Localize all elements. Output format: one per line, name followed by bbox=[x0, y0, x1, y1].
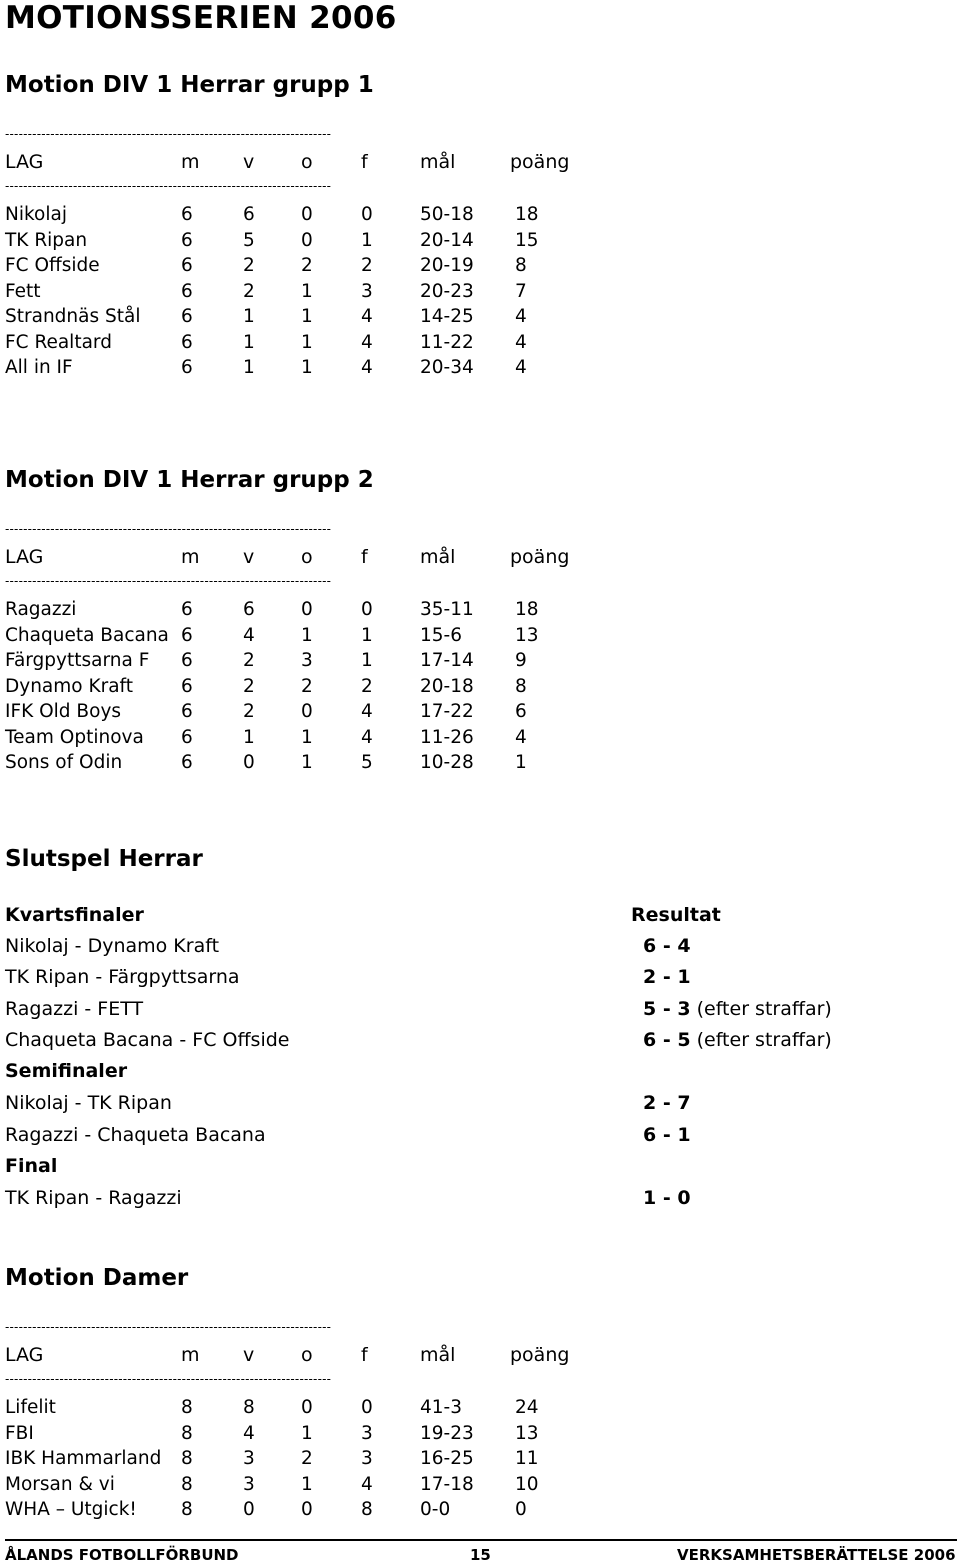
cell-team: Lifelit bbox=[5, 1397, 56, 1418]
cell-v: 6 bbox=[243, 204, 255, 225]
cell-f: 4 bbox=[361, 701, 373, 722]
table-row bbox=[0, 330, 600, 356]
cell-mal: 14-25 bbox=[420, 306, 474, 327]
cell-v: 1 bbox=[243, 726, 255, 748]
semi-match-1: Nikolaj - TK Ripan bbox=[5, 1092, 172, 1114]
table-row bbox=[0, 648, 600, 674]
cell-m: 6 bbox=[181, 752, 193, 773]
footer-org: ÅLANDS FOTBOLLFÖRBUND bbox=[5, 1546, 239, 1564]
score: 5 - 3 bbox=[643, 998, 691, 1020]
cell-f: 0 bbox=[361, 204, 373, 225]
header-o: o bbox=[301, 1344, 313, 1366]
cell-mal: 11-26 bbox=[420, 726, 474, 748]
final-match: TK Ripan - Ragazzi bbox=[5, 1187, 182, 1209]
cell-o: 2 bbox=[301, 255, 313, 276]
cell-team: All in IF bbox=[5, 357, 73, 378]
cell-f: 3 bbox=[361, 1448, 373, 1469]
table-row bbox=[0, 202, 600, 228]
cell-mal: 20-19 bbox=[420, 255, 474, 276]
cell-mal: 17-14 bbox=[420, 650, 474, 671]
score: 6 - 4 bbox=[643, 935, 691, 957]
cell-mal: 20-14 bbox=[420, 229, 474, 251]
header-m: m bbox=[181, 151, 200, 173]
divider: ------------------------------------------------------------------------ bbox=[5, 128, 332, 140]
cell-p: 8 bbox=[515, 675, 527, 697]
table-row bbox=[0, 253, 600, 279]
kvarts-match-1: Nikolaj - Dynamo Kraft bbox=[5, 935, 220, 957]
page-title: MOTIONSSERIEN 2006 bbox=[5, 0, 397, 36]
cell-o: 2 bbox=[301, 675, 313, 697]
cell-mal: 50-18 bbox=[420, 204, 474, 225]
cell-f: 3 bbox=[361, 280, 373, 302]
cell-m: 6 bbox=[181, 599, 193, 620]
semi-label: Semifinaler bbox=[5, 1060, 128, 1082]
kvarts-result-2 bbox=[643, 965, 691, 990]
header-f: f bbox=[361, 151, 368, 173]
kvarts-result-1 bbox=[643, 934, 691, 959]
page-number: 15 bbox=[470, 1546, 491, 1564]
table-row bbox=[0, 304, 600, 330]
cell-o: 2 bbox=[301, 1448, 313, 1469]
table-row bbox=[0, 1395, 600, 1421]
cell-o: 1 bbox=[301, 357, 313, 378]
cell-mal: 0-0 bbox=[420, 1499, 451, 1520]
cell-o: 0 bbox=[301, 229, 313, 251]
header-v: v bbox=[243, 546, 255, 568]
cell-v: 2 bbox=[243, 701, 255, 722]
cell-mal: 16-25 bbox=[420, 1448, 474, 1469]
cell-v: 2 bbox=[243, 650, 255, 671]
kvarts-match-4: Chaqueta Bacana - FC Offside bbox=[5, 1029, 290, 1051]
cell-o: 1 bbox=[301, 331, 313, 353]
cell-team: FC Offside bbox=[5, 255, 100, 276]
kvarts-result-3 bbox=[643, 997, 832, 1022]
cell-o: 0 bbox=[301, 599, 313, 620]
cell-v: 4 bbox=[243, 1422, 255, 1444]
header-v: v bbox=[243, 151, 255, 173]
cell-m: 6 bbox=[181, 357, 193, 378]
cell-p: 10 bbox=[515, 1473, 539, 1495]
cell-mal: 17-18 bbox=[420, 1473, 474, 1495]
cell-v: 2 bbox=[243, 255, 255, 276]
cell-v: 2 bbox=[243, 280, 255, 302]
cell-m: 6 bbox=[181, 650, 193, 671]
header-poang: poäng bbox=[510, 151, 570, 173]
cell-o: 1 bbox=[301, 306, 313, 327]
cell-p: 4 bbox=[515, 306, 527, 327]
result-label: Resultat bbox=[631, 904, 721, 926]
cell-f: 4 bbox=[361, 1473, 373, 1495]
cell-o: 1 bbox=[301, 624, 313, 646]
table-header bbox=[0, 545, 600, 570]
table-row bbox=[0, 279, 600, 305]
cell-m: 6 bbox=[181, 675, 193, 697]
divider: ------------------------------------------------------------------------ bbox=[5, 575, 332, 587]
cell-p: 1 bbox=[515, 752, 527, 773]
cell-m: 6 bbox=[181, 255, 193, 276]
divider: ------------------------------------------------------------------------ bbox=[5, 523, 332, 535]
damer-table bbox=[0, 1395, 600, 1523]
cell-mal: 20-23 bbox=[420, 280, 474, 302]
cell-mal: 20-18 bbox=[420, 675, 474, 697]
cell-team: Strandnäs Stål bbox=[5, 306, 141, 327]
footer-report-title: VERKSAMHETSBERÄTTELSE 2006 bbox=[677, 1546, 956, 1564]
table-row bbox=[0, 623, 600, 649]
cell-o: 1 bbox=[301, 752, 313, 773]
cell-mal: 19-23 bbox=[420, 1422, 474, 1444]
cell-f: 4 bbox=[361, 726, 373, 748]
final-label: Final bbox=[5, 1155, 58, 1177]
cell-f: 2 bbox=[361, 675, 373, 697]
final-result: 1 - 0 bbox=[643, 1187, 691, 1209]
cell-v: 3 bbox=[243, 1448, 255, 1469]
header-o: o bbox=[301, 151, 313, 173]
table-row bbox=[0, 1472, 600, 1498]
cell-team: Fett bbox=[5, 280, 41, 302]
cell-p: 7 bbox=[515, 280, 527, 302]
header-mal: mål bbox=[420, 1344, 456, 1366]
cell-team: Team Optinova bbox=[5, 726, 144, 748]
header-v: v bbox=[243, 1344, 255, 1366]
cell-p: 4 bbox=[515, 331, 527, 353]
cell-team: Morsan & vi bbox=[5, 1473, 115, 1495]
score-note: (efter straffar) bbox=[690, 998, 832, 1020]
cell-p: 9 bbox=[515, 650, 527, 671]
cell-f: 3 bbox=[361, 1422, 373, 1444]
cell-f: 2 bbox=[361, 255, 373, 276]
cell-team: Dynamo Kraft bbox=[5, 675, 133, 697]
cell-team: Chaqueta Bacana bbox=[5, 624, 169, 646]
cell-o: 1 bbox=[301, 726, 313, 748]
header-poang: poäng bbox=[510, 1344, 570, 1366]
cell-mal: 17-22 bbox=[420, 701, 474, 722]
header-mal: mål bbox=[420, 151, 456, 173]
header-lag: LAG bbox=[5, 546, 44, 568]
table-row bbox=[0, 1497, 600, 1523]
cell-v: 5 bbox=[243, 229, 255, 251]
cell-f: 1 bbox=[361, 229, 373, 251]
cell-mal: 10-28 bbox=[420, 752, 474, 773]
kvarts-result-4 bbox=[643, 1028, 832, 1053]
semi-result-2: 6 - 1 bbox=[643, 1124, 691, 1146]
cell-v: 0 bbox=[243, 1499, 255, 1520]
table-header bbox=[0, 150, 600, 175]
table-row bbox=[0, 725, 600, 751]
cell-p: 13 bbox=[515, 624, 539, 646]
damer-title: Motion Damer bbox=[5, 1265, 189, 1291]
cell-o: 0 bbox=[301, 204, 313, 225]
group1-title: Motion DIV 1 Herrar grupp 1 bbox=[5, 72, 374, 98]
cell-m: 6 bbox=[181, 726, 193, 748]
cell-p: 11 bbox=[515, 1448, 539, 1469]
table-row bbox=[0, 1421, 600, 1447]
cell-p: 6 bbox=[515, 701, 527, 722]
cell-v: 0 bbox=[243, 752, 255, 773]
table-row bbox=[0, 674, 600, 700]
cell-p: 24 bbox=[515, 1397, 539, 1418]
semi-result-1: 2 - 7 bbox=[643, 1092, 691, 1114]
footer bbox=[0, 1538, 960, 1565]
table-row bbox=[0, 597, 600, 623]
score: 2 - 1 bbox=[643, 966, 691, 988]
cell-f: 8 bbox=[361, 1499, 373, 1520]
header-lag: LAG bbox=[5, 1344, 44, 1366]
header-poang: poäng bbox=[510, 546, 570, 568]
cell-p: 15 bbox=[515, 229, 539, 251]
cell-mal: 20-34 bbox=[420, 357, 474, 378]
cell-m: 6 bbox=[181, 701, 193, 722]
cell-team: WHA – Utgick! bbox=[5, 1499, 137, 1520]
header-o: o bbox=[301, 546, 313, 568]
cell-o: 1 bbox=[301, 1422, 313, 1444]
cell-m: 8 bbox=[181, 1422, 193, 1444]
cell-o: 0 bbox=[301, 701, 313, 722]
cell-m: 8 bbox=[181, 1448, 193, 1469]
cell-mal: 35-11 bbox=[420, 599, 474, 620]
cell-team: Sons of Odin bbox=[5, 752, 123, 773]
divider: ------------------------------------------------------------------------ bbox=[5, 1373, 332, 1385]
cell-o: 1 bbox=[301, 280, 313, 302]
cell-o: 1 bbox=[301, 1473, 313, 1495]
cell-team: Nikolaj bbox=[5, 204, 67, 225]
cell-mal: 11-22 bbox=[420, 331, 474, 353]
cell-v: 4 bbox=[243, 624, 255, 646]
score-note: (efter straffar) bbox=[690, 1029, 832, 1051]
header-lag: LAG bbox=[5, 151, 44, 173]
table-row bbox=[0, 228, 600, 254]
cell-v: 8 bbox=[243, 1397, 255, 1418]
header-f: f bbox=[361, 546, 368, 568]
group2-table bbox=[0, 597, 600, 776]
cell-o: 0 bbox=[301, 1499, 313, 1520]
header-m: m bbox=[181, 1344, 200, 1366]
table-row bbox=[0, 355, 600, 381]
cell-p: 18 bbox=[515, 599, 539, 620]
divider: ------------------------------------------------------------------------ bbox=[5, 1321, 332, 1333]
cell-v: 2 bbox=[243, 675, 255, 697]
playoffs-title: Slutspel Herrar bbox=[5, 846, 203, 872]
cell-v: 1 bbox=[243, 331, 255, 353]
header-mal: mål bbox=[420, 546, 456, 568]
cell-m: 6 bbox=[181, 331, 193, 353]
cell-team: Färgpyttsarna F bbox=[5, 650, 150, 671]
cell-o: 3 bbox=[301, 650, 313, 671]
kvarts-match-2: TK Ripan - Färgpyttsarna bbox=[5, 966, 240, 988]
cell-p: 13 bbox=[515, 1422, 539, 1444]
cell-m: 6 bbox=[181, 280, 193, 302]
group2-title: Motion DIV 1 Herrar grupp 2 bbox=[5, 467, 374, 493]
cell-f: 1 bbox=[361, 624, 373, 646]
table-row bbox=[0, 1446, 600, 1472]
cell-m: 6 bbox=[181, 204, 193, 225]
cell-m: 8 bbox=[181, 1473, 193, 1495]
cell-team: Ragazzi bbox=[5, 599, 77, 620]
cell-p: 18 bbox=[515, 204, 539, 225]
divider: ------------------------------------------------------------------------ bbox=[5, 180, 332, 192]
cell-team: IBK Hammarland bbox=[5, 1448, 162, 1469]
cell-p: 0 bbox=[515, 1499, 527, 1520]
header-f: f bbox=[361, 1344, 368, 1366]
cell-m: 8 bbox=[181, 1397, 193, 1418]
cell-f: 4 bbox=[361, 357, 373, 378]
kvarts-label: Kvartsfinaler bbox=[5, 904, 144, 926]
cell-p: 8 bbox=[515, 255, 527, 276]
semi-match-2: Ragazzi - Chaqueta Bacana bbox=[5, 1124, 266, 1146]
cell-mal: 15-6 bbox=[420, 624, 462, 646]
cell-m: 8 bbox=[181, 1499, 193, 1520]
cell-f: 1 bbox=[361, 650, 373, 671]
cell-m: 6 bbox=[181, 624, 193, 646]
cell-v: 1 bbox=[243, 357, 255, 378]
score: 6 - 5 bbox=[643, 1029, 691, 1051]
cell-team: IFK Old Boys bbox=[5, 701, 122, 722]
cell-f: 5 bbox=[361, 752, 373, 773]
cell-m: 6 bbox=[181, 229, 193, 251]
cell-m: 6 bbox=[181, 306, 193, 327]
cell-v: 6 bbox=[243, 599, 255, 620]
table-row bbox=[0, 750, 600, 776]
cell-team: TK Ripan bbox=[5, 229, 88, 251]
table-row bbox=[0, 699, 600, 725]
cell-f: 4 bbox=[361, 331, 373, 353]
cell-f: 0 bbox=[361, 1397, 373, 1418]
cell-p: 4 bbox=[515, 726, 527, 748]
kvarts-match-3: Ragazzi - FETT bbox=[5, 998, 144, 1020]
cell-v: 1 bbox=[243, 306, 255, 327]
cell-f: 4 bbox=[361, 306, 373, 327]
cell-team: FBI bbox=[5, 1422, 34, 1444]
cell-v: 3 bbox=[243, 1473, 255, 1495]
cell-o: 0 bbox=[301, 1397, 313, 1418]
cell-mal: 41-3 bbox=[420, 1397, 462, 1418]
cell-team: FC Realtard bbox=[5, 331, 112, 353]
group1-table bbox=[0, 202, 600, 381]
cell-f: 0 bbox=[361, 599, 373, 620]
header-m: m bbox=[181, 546, 200, 568]
table-header bbox=[0, 1343, 600, 1368]
cell-p: 4 bbox=[515, 357, 527, 378]
